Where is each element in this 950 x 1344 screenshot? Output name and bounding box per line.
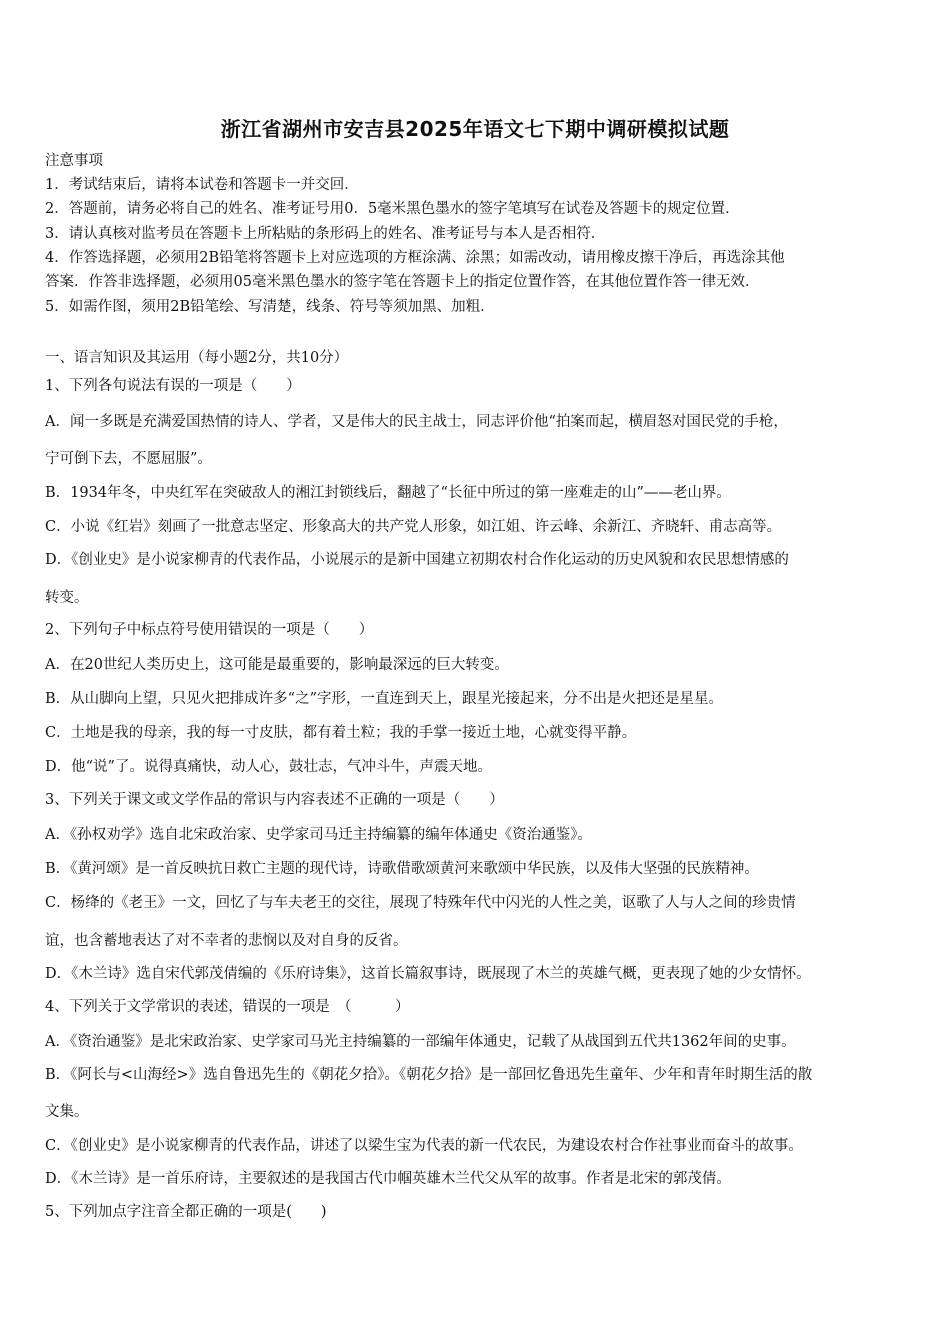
question-1-option-d-cont: 转变。 [45, 590, 89, 606]
notice-line-1: 1．考试结束后，请将本试卷和答题卡一并交回． [45, 177, 359, 193]
question-4-option-b: B．《阿长与<山海经>》选自鲁迅先生的《朝花夕拾》。《朝花夕拾》是一部回忆鲁迅先生童年、少年和青年时期生活的散 [45, 1067, 813, 1083]
notice-heading: 注意事项 [45, 153, 103, 169]
question-2-option-a: A．在20世纪人类历史上，这可能是最重要的，影响最深远的巨大转变。 [45, 657, 509, 673]
question-1-option-c: C．小说《红岩》刻画了一批意志坚定、形象高大的共产党人形象，如江姐、许云峰、余新江、齐晓轩、甫志高等。 [45, 519, 782, 535]
question-3-stem: 3、下列关于课文或文学作品的常识与内容表述不正确的一项是（ ） [45, 792, 504, 808]
question-4-stem: 4、下列关于文学常识的表述，错误的一项是 （ ） [45, 999, 410, 1015]
question-4-option-a: A．《资治通鉴》是北宋政治家、史学家司马光主持编纂的一部编年体通史，记载了从战国到五代共1362年间的史事。 [45, 1034, 796, 1050]
question-2-option-d: D．他“说”了。说得真痛快，动人心，鼓壮志，气冲斗牛，声震天地。 [45, 759, 492, 775]
question-3-option-c-cont: 谊，也含蓄地表达了对不幸者的悲悯以及对自身的反省。 [45, 933, 408, 949]
question-4-option-d: D．《木兰诗》是一首乐府诗，主要叙述的是我国古代巾帼英雄木兰代父从军的故事。作者是北宋的郭茂倩。 [45, 1171, 731, 1187]
question-4-option-b-cont: 文集。 [45, 1104, 89, 1120]
question-1-option-a: A．闻一多既是充满爱国热情的诗人、学者，又是伟大的民主战士，同志评价他“拍案而起，横眉怒对国民党的手枪， [45, 414, 788, 430]
notice-line-4b: 答案．作答非选择题，必须用05毫米黑色墨水的签字笔在答题卡上的指定位置作答，在其他位置作答一律无效． [45, 274, 760, 290]
question-4-option-c: C．《创业史》是小说家柳青的代表作品，讲述了以梁生宝为代表的新一代农民，为建设农村合作社事业而奋斗的故事。 [45, 1138, 803, 1154]
question-2-option-b: B．从山脚向上望，只见火把排成许多“之”字形，一直连到天上，跟星光接起来，分不出是火把还是星星。 [45, 691, 723, 707]
question-1-option-d: D．《创业史》是小说家柳青的代表作品，小说展示的是新中国建立初期农村合作化运动的历史风貌和农民思想情感的 [45, 552, 789, 568]
section-heading: 一、语言知识及其运用（每小题2分，共10分） [45, 350, 349, 366]
question-3-option-d: D．《木兰诗》选自宋代郭茂倩编的《乐府诗集》，这首长篇叙事诗，既展现了木兰的英雄气概，更表现了她的少女情怀。 [45, 966, 811, 982]
page-title: 浙江省湖州市安吉县2025年语文七下期中调研模拟试题 [220, 117, 730, 141]
notice-line-2: 2．答题前，请务必将自己的姓名、准考证号用0．5毫米黑色墨水的签字笔填写在试卷及答题卡的规定位置． [45, 201, 740, 217]
question-2-option-c: C．土地是我的母亲，我的每一寸皮肤，都有着土粒；我的手掌一接近土地，心就变得平静。 [45, 725, 637, 741]
question-3-option-b: B．《黄河颂》是一首反映抗日救亡主题的现代诗，诗歌借歌颂黄河来歌颂中华民族，以及伟大坚强的民族精神。 [45, 861, 759, 877]
question-5-stem: 5、下列加点字注音全都正确的一项是( ) [45, 1204, 327, 1220]
question-1-option-b: B．1934年冬，中央红军在突破敌人的湘江封锁线后，翻越了“长征中所过的第一座难走的山”——老山界。 [45, 485, 731, 501]
notice-line-4: 4．作答选择题，必须用2B铅笔将答题卡上对应选项的方框涂满、涂黑；如需改动，请用橡皮擦干净后，再选涂其他 [45, 250, 785, 266]
question-3-option-c: C．杨绛的《老王》一文，回忆了与车夫老王的交往，展现了特殊年代中闪光的人性之美，讴歌了人与人之间的珍贵情 [45, 895, 796, 911]
question-3-option-a: A．《孙权劝学》选自北宋政治家、史学家司马迁主持编纂的编年体通史《资治通鉴》。 [45, 827, 592, 843]
question-1-stem: 1、下列各句说法有误的一项是（ ） [45, 378, 301, 394]
question-2-stem: 2、下列句子中标点符号使用错误的一项是（ ） [45, 622, 374, 638]
question-1-option-a-cont: 宁可倒下去，不愿屈服”。 [45, 451, 212, 467]
notice-line-5: 5．如需作图，须用2B铅笔绘、写清楚，线条、符号等须加黑、加粗． [45, 299, 495, 315]
notice-line-3: 3．请认真核对监考员在答题卡上所粘贴的条形码上的姓名、准考证号与本人是否相符． [45, 226, 606, 242]
